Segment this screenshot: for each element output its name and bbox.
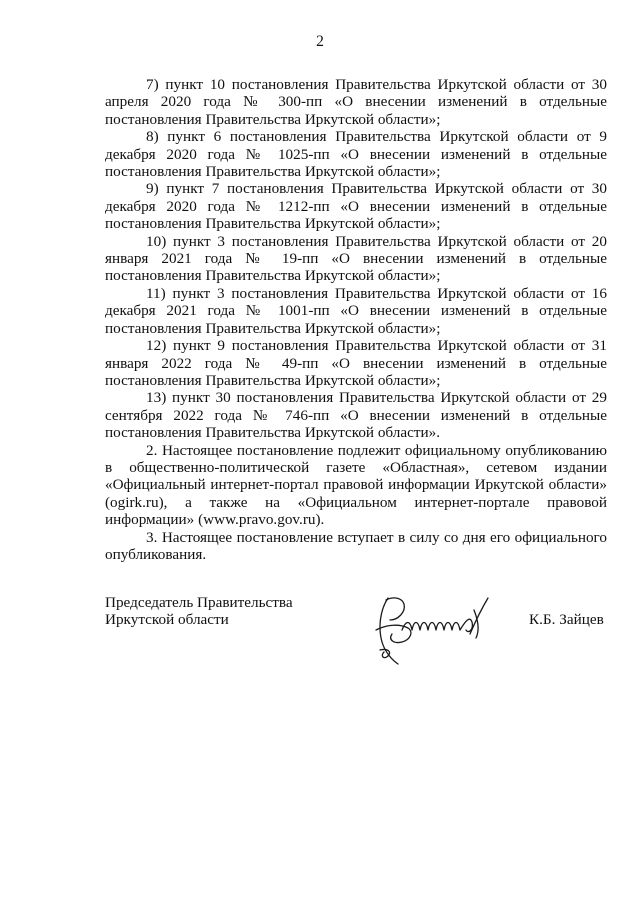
clause-2-publication: 2. Настоящее постановление подлежит официальному опубликованию в общественно-политической газете «Областная», сетевом издании «Официальный интернет-портал правовой информации Иркутской области» (ogirk.ru), а также на «Официальном интернет-портале правовой информации» (www.pravo.gov.ru). xyxy=(105,441,607,529)
list-item-13: 13) пункт 30 постановления Правительства Иркутской области от 29 сентября 2022 года № 746-пп «О внесении изменений в отдельные постановления Правительства Иркутской области». xyxy=(105,389,607,442)
signatory-title-line-1: Председатель Правительства xyxy=(105,594,293,611)
list-item-7: 7) пункт 10 постановления Правительства Иркутской области от 30 апреля 2020 года № 300-пп «О внесении изменений в отдельные постановления Правительства Иркутской области»; xyxy=(105,76,607,128)
clause-3-effective-date: 3. Настоящее постановление вступает в силу со дня его официального опубликования. xyxy=(105,528,607,563)
handwritten-signature-icon xyxy=(358,590,508,670)
signatory-name: К.Б. Зайцев xyxy=(529,611,604,628)
signature-block xyxy=(0,594,640,684)
list-item-8: 8) пункт 6 постановления Правительства Иркутской области от 9 декабря 2020 года № 1025-пп «О внесении изменений в отдельные постановления Правительства Иркутской области»; xyxy=(105,128,607,181)
list-item-11: 11) пункт 3 постановления Правительства Иркутской области от 16 декабря 2021 года № 1001-пп «О внесении изменений в отдельные постановления Правительства Иркутской области»; xyxy=(105,284,607,337)
signatory-title-line-2: Иркутской области xyxy=(105,611,229,629)
list-item-12: 12) пункт 9 постановления Правительства Иркутской области от 31 января 2022 года № 49-пп «О внесении изменений в отдельные постановления Правительства Иркутской области»; xyxy=(105,337,607,389)
list-item-9: 9) пункт 7 постановления Правительства Иркутской области от 30 декабря 2020 года № 1212-пп «О внесении изменений в отдельные постановления Правительства Иркутской области»; xyxy=(105,180,607,233)
document-body xyxy=(105,76,607,563)
page-number: 2 xyxy=(316,33,324,50)
list-item-10: 10) пункт 3 постановления Правительства Иркутской области от 20 января 2021 года № 19-пп «О внесении изменений в отдельные постановления Правительства Иркутской области»; xyxy=(105,232,607,285)
signatory-title xyxy=(105,594,365,629)
